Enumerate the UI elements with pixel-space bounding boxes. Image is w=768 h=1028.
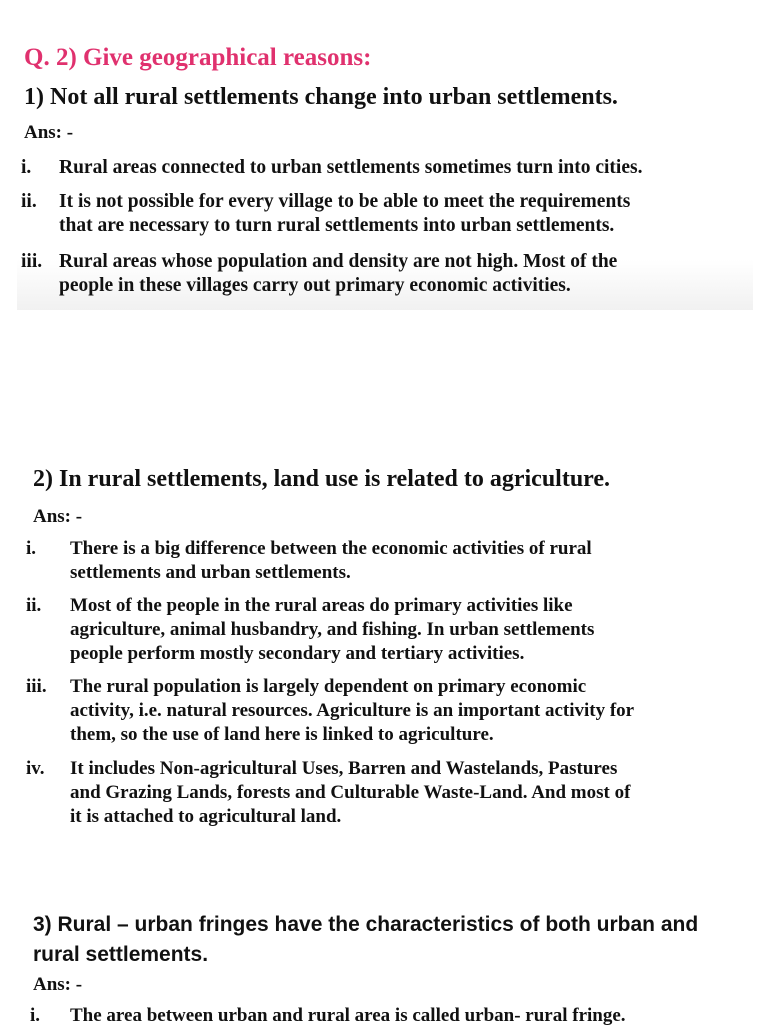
answer-item [21, 190, 631, 238]
question-block-3 [17, 906, 753, 1024]
item-line: It is not possible for every village to be able to meet the requirements [59, 191, 631, 212]
answer-label: Ans: - [33, 506, 83, 527]
answer-item [21, 250, 618, 298]
item-number: i. [26, 538, 37, 559]
item-line: them, so the use of land here is linked to agriculture. [70, 724, 494, 745]
item-line: and Grazing Lands, forests and Culturable Waste-Land. And most of [70, 782, 631, 803]
question-block-2 [17, 462, 753, 842]
question-title: Q. 2) Give geographical reasons: [24, 44, 372, 71]
answer-label: Ans: - [24, 122, 74, 143]
item-line: Rural areas whose population and density are not high. Most of the [59, 251, 618, 272]
answer-item [21, 156, 643, 180]
sub-question-1-heading: 1) Not all rural settlements change into urban settlements. [24, 84, 618, 110]
item-number: i. [30, 1005, 41, 1026]
item-line: Most of the people in the rural areas do primary activities like [70, 595, 573, 616]
sub-question-3-heading [33, 910, 753, 970]
item-line: Rural areas connected to urban settlements sometimes turn into cities. [59, 157, 643, 178]
answer-item [26, 675, 635, 747]
question-block-1 [17, 30, 753, 310]
item-line: people in these villages carry out primary economic activities. [59, 275, 571, 296]
item-number: ii. [26, 595, 42, 616]
item-line: There is a big difference between the economic activities of rural [70, 538, 592, 559]
item-number: ii. [21, 191, 37, 212]
item-line: people perform mostly secondary and tertiary activities. [70, 643, 525, 664]
heading-line: rural settlements. [33, 943, 209, 966]
item-line: agriculture, animal husbandry, and fishing. In urban settlements [70, 619, 595, 640]
item-number: i. [21, 157, 32, 178]
item-line: It includes Non-agricultural Uses, Barren and Wastelands, Pastures [70, 758, 618, 779]
item-number: iii. [21, 251, 43, 272]
answer-item [26, 594, 595, 666]
item-line: The area between urban and rural area is called urban- rural fringe. [70, 1005, 626, 1026]
answer-item [26, 537, 592, 585]
answer-label: Ans: - [33, 974, 83, 995]
item-number: iii. [26, 676, 47, 697]
item-line: it is attached to agricultural land. [70, 806, 342, 827]
answer-item [30, 1004, 626, 1028]
sub-question-2-heading: 2) In rural settlements, land use is related to agriculture. [33, 466, 611, 492]
item-line: activity, i.e. natural resources. Agriculture is an important activity for [70, 700, 635, 721]
item-line: settlements and urban settlements. [70, 562, 351, 583]
item-line: The rural population is largely dependent on primary economic [70, 676, 587, 697]
item-line: that are necessary to turn rural settlements into urban settlements. [59, 215, 615, 236]
heading-line: 3) Rural – urban fringes have the characteristics of both urban and [33, 913, 699, 936]
answer-item [26, 757, 631, 829]
item-number: iv. [26, 758, 45, 779]
